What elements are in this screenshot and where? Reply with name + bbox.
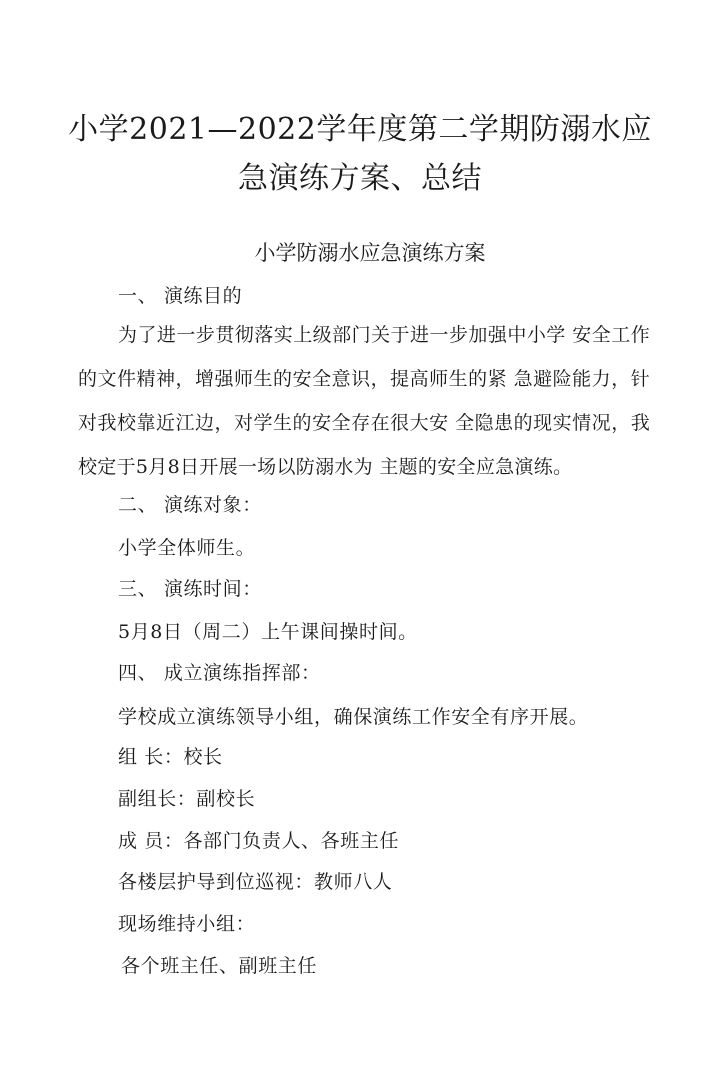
document-title-line-2: 急演练方案、总结 xyxy=(238,161,482,196)
section2-heading: 二、 演练对象： xyxy=(118,494,262,516)
floor-guides-line: 各楼层护导到位巡视：教师八人 xyxy=(118,871,393,893)
onsite-members-line: 各个班主任、副班主任 xyxy=(121,955,318,977)
section3-heading: 三、 演练时间： xyxy=(118,578,262,600)
section4-heading: 四、 成立演练指挥部： xyxy=(118,662,321,684)
section2-body: 小学全体师生。 xyxy=(118,537,256,559)
members-line: 成 员：各部门负责人、各班主任 xyxy=(118,830,400,852)
section1-body: 为了进一步贯彻落实上级部门关于进一步加强中小学 安全工作的文件精神，增强师生的安全意识，提高师生的紧 急避险能力，针对我校靠近江边，对学生的安全存在很大安 全隐患的现实情况，我校定于5月8日开展一场以防溺水为 主题的安全应急演练。 xyxy=(78,324,650,478)
document-subtitle: 小学防溺水应急演练方案 xyxy=(254,241,486,265)
section3-body: 5月8日（周二）上午课间操时间。 xyxy=(118,621,418,643)
leader-line: 组 长：校长 xyxy=(118,746,223,768)
deputy-leader-line: 副组长：副校长 xyxy=(118,788,256,810)
document-title-line-1: 小学2021—2022学年度第二学期防溺水应 xyxy=(68,112,652,147)
section1-heading: 一、 演练目的 xyxy=(118,285,243,307)
section4-body: 学校成立演练领导小组，确保演练工作安全有序开展。 xyxy=(118,706,589,728)
onsite-group-heading: 现场维持小组： xyxy=(118,913,256,935)
